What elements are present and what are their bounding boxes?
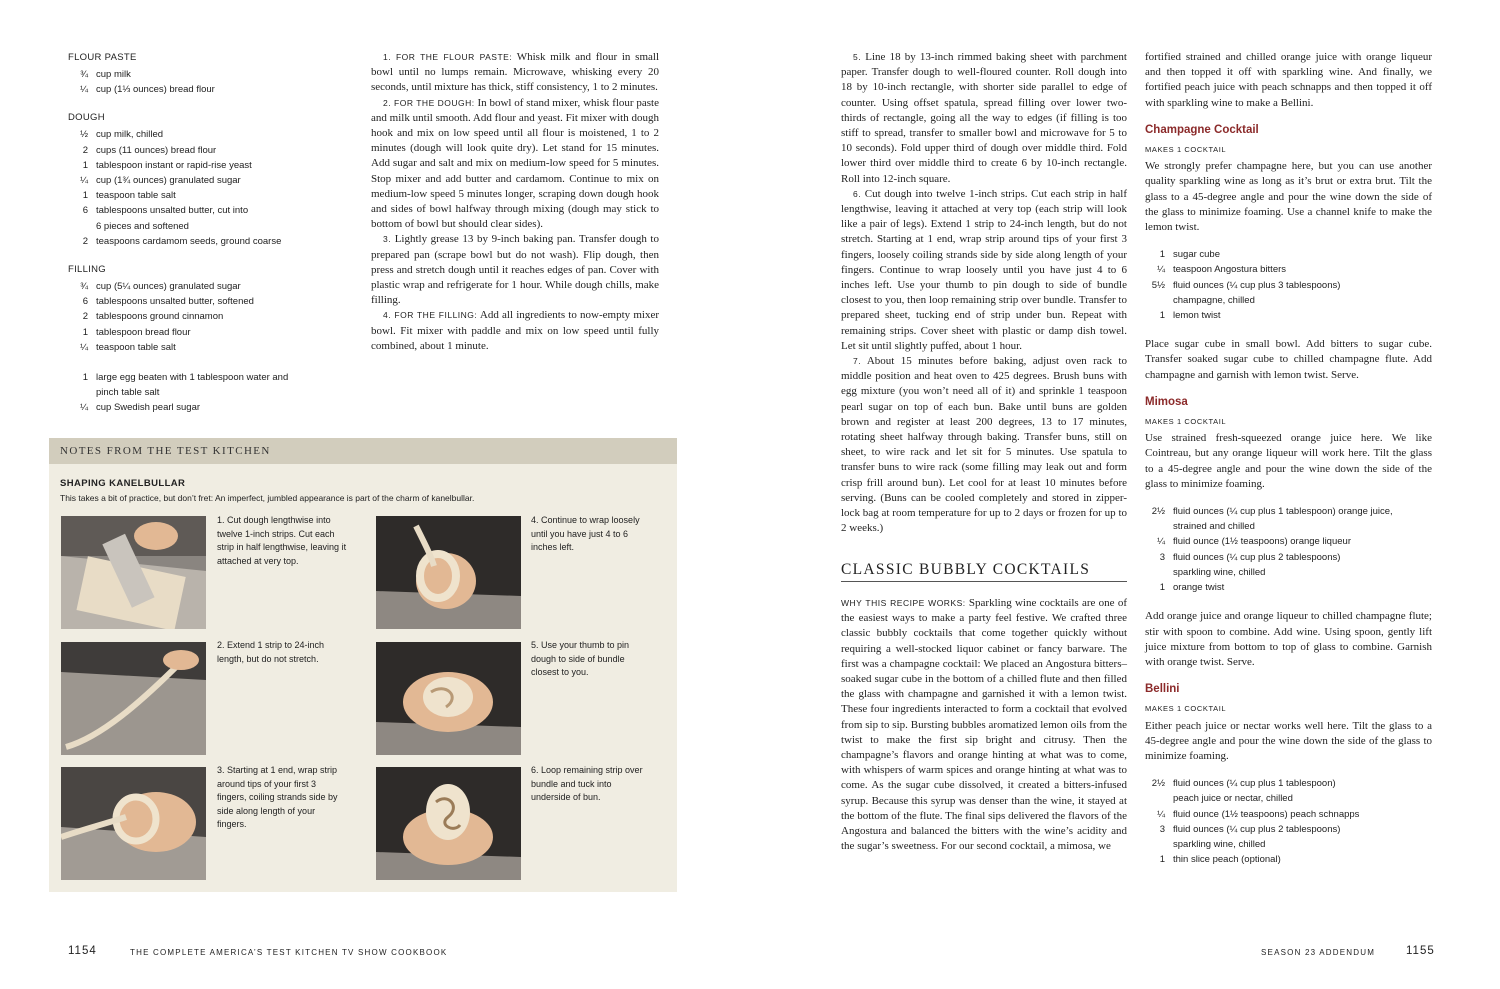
flour-paste-items xyxy=(68,67,348,97)
cocktail-title-champagne: Champagne Cocktail xyxy=(1145,123,1259,136)
list-item: 6 pieces and softened xyxy=(96,220,189,232)
notes-intro: This takes a bit of practice, but don’t fret: An imperfect, jumbled appearance is part of the charm of kanelbullar. xyxy=(60,493,475,503)
wrap-strip-illustration xyxy=(61,767,206,880)
list-item: 1 thin slice peach (optional) xyxy=(1159,854,1281,866)
list-item: ¼ teaspoon table salt xyxy=(80,341,176,353)
list-item: ¼ teaspoon Angostura bitters xyxy=(1157,264,1287,276)
caption-5: 5. Use your thumb to pin dough to side of bundle closest to you. xyxy=(531,640,630,677)
why-this-recipe-works xyxy=(841,596,1127,854)
list-item: 2 cups (11 ounces) bread flour xyxy=(82,144,217,156)
list-item: sparkling wine, chilled xyxy=(1173,566,1266,578)
list-item: 2 tablespoons ground cinnamon xyxy=(82,311,224,323)
list-item: 6 tablespoons unsalted butter, softened xyxy=(82,296,254,308)
list-item: 1 orange twist xyxy=(1159,582,1225,594)
step-photo-1 xyxy=(61,516,206,629)
notes-box xyxy=(49,438,677,892)
list-item: 1 tablespoon instant or rapid-rise yeast xyxy=(82,159,252,171)
step-2: 2. FOR THE DOUGH: In bowl of stand mixer, whisk flour paste and milk until smooth. Add flour and yeast. Fit mixer with dough hook and mix on low speed until all flour is moistened, 1 to 2 minutes (dough will look quite dry). Let stand for 15 minutes. Add sugar and salt and mix on medium-low speed for 5 minutes. Stop mixer and add butter and cardamom. Continue to mix on medium-low speed 5 minutes longer, scraping down dough hook and sides of bowl halfway through mixing (dough may stick to bottom of bowl but should clear sides). xyxy=(371,96,659,231)
cocktail-intro: We strongly prefer champagne here, but you can use another quality sparkling wine as long as it’s brut or extra brut. Tilt the glass to a 45-degree angle and pour the wine down the side of the glass to minimize foaming. Use a channel knife to make the lemon twist. xyxy=(1145,160,1432,234)
step-3: 3. Lightly grease 13 by 9-inch baking pan. Transfer dough to prepared pan (scrape bowl but do not wash). Flip dough, then press and stretch dough until it reaches edges of pan. Cover with plastic wrap and refrigerate for 1 hour. While dough chills, make filling. xyxy=(371,233,659,307)
flour-paste-heading: FLOUR PASTE xyxy=(68,52,137,63)
filling-items xyxy=(68,279,348,355)
list-item: 3 fluid ounces (¼ cup plus 2 tablespoons) xyxy=(1159,551,1341,563)
list-item: 1 large egg beaten with 1 tablespoon water and xyxy=(82,372,289,384)
cocktail-intro: Either peach juice or nectar works well here. Tilt the glass to a 45-degree angle and pour the wine down the side of the glass to minimize foaming. xyxy=(1145,719,1432,762)
makes-label: MAKES 1 COCKTAIL xyxy=(1145,417,1227,427)
cocktails-column xyxy=(1145,50,1432,867)
why-label: WHY THIS RECIPE WORKS: xyxy=(841,598,966,608)
list-item: ¾ cup milk xyxy=(80,69,131,80)
running-title-left: THE COMPLETE AMERICA’S TEST KITCHEN TV SHOW COOKBOOK xyxy=(130,948,448,957)
list-item: ½ cup milk, chilled xyxy=(80,129,164,141)
step-1: 1. FOR THE FLOUR PASTE: Whisk milk and flour in small bowl until no lumps remain. Microwave, whisking every 20 seconds, until mixture has thick, stiff consistency, 1 to 2 minutes. xyxy=(371,51,659,94)
cocktail-title-mimosa: Mimosa xyxy=(1145,395,1188,408)
cocktail-method: Add orange juice and orange liqueur to chilled champagne flute; stir with spoon to combine. Add wine. Using spoon, gently lift juice mixture from bottom to top of glass to combine. Garnish with orange twist. Serve. xyxy=(1145,610,1432,668)
method-steps-right xyxy=(841,50,1127,537)
step-photo-5 xyxy=(376,642,521,755)
why-continued: fortified strained and chilled orange juice with orange liqueur and then topped it off with sparkling wine. And finally, we fortified peach juice with peach schnapps and then topped it off with sparkling wine to make a Bellini. xyxy=(1145,51,1432,109)
ingredient-list xyxy=(68,52,348,416)
list-item: 2½ fluid ounces (¼ cup plus 1 tablespoon) orange juice, xyxy=(1151,506,1393,518)
list-item: ¼ cup (1⅓ ounces) bread flour xyxy=(80,84,215,96)
list-item: 1 teaspoon table salt xyxy=(82,190,176,202)
extend-strip-illustration xyxy=(61,642,206,755)
list-item: 2 teaspoons cardamom seeds, ground coarse xyxy=(82,235,282,247)
list-item: peach juice or nectar, chilled xyxy=(1173,793,1293,805)
running-title-right: SEASON 23 ADDENDUM xyxy=(1261,948,1376,957)
list-item: 6 tablespoons unsalted butter, cut into xyxy=(82,205,249,217)
dough-heading: DOUGH xyxy=(68,112,105,124)
notes-bar-title: NOTES FROM THE TEST KITCHEN xyxy=(49,438,677,464)
egg-wash-items xyxy=(68,370,348,416)
makes-label: MAKES 1 COCKTAIL xyxy=(1145,704,1227,714)
list-item: ¼ cup (1¾ ounces) granulated sugar xyxy=(80,175,241,187)
page-number-left: 1154 xyxy=(68,945,97,957)
step-6: 6. Cut dough into twelve 1-inch strips. Cut each strip in half lengthwise, leaving it attached at very top (each strip will look like a pair of legs). Extend 1 strip to 24-inch length, but do not stretch. Starting at 1 end, wrap strip around tips of your first 3 fingers, loosely coiling strands side by side along length of your fingers. Continue to wrap loosely until you have just 4 to 6 inches left. Use your thumb to pin dough to side of bundle closest to you, then loop remaining strip over bundle. Transfer to prepared sheet, tucking end of strip under bun. Repeat with remaining strips. Cover sheet with plastic or damp dish towel. Let sit until slightly puffed, about 1 hour. xyxy=(841,187,1127,352)
step-photo-6 xyxy=(376,767,521,880)
caption-2: 2. Extend 1 strip to 24-inch length, but do not stretch. xyxy=(217,640,325,664)
list-item: sparkling wine, chilled xyxy=(1173,838,1266,850)
caption-6: 6. Loop remaining strip over bundle and tuck into underside of bun. xyxy=(531,765,643,802)
caption-1: 1. Cut dough lengthwise into twelve 1-inch strips. Cut each strip in half lengthwise, leaving it attached at very top. xyxy=(217,515,347,566)
bellini-ingredients xyxy=(1145,776,1432,867)
list-item: 1 lemon twist xyxy=(1159,310,1221,322)
caption-3: 3. Starting at 1 end, wrap strip around tips of your first 3 fingers, coiling strands side by side along length of your fingers. xyxy=(217,765,338,829)
method-steps-left xyxy=(371,50,659,354)
caption-4: 4. Continue to wrap loosely until you have just 4 to 6 inches left. xyxy=(531,515,640,552)
step-7: 7. About 15 minutes before baking, adjust oven rack to middle position and heat oven to 425 degrees. Brush buns with egg mixture (you won’t need all of it) and sprinkle 1 teaspoon pearl sugar on top of each bun. Bake until buns are golden brown and register at least 200 degrees, 13 to 17 minutes, rotating sheet halfway through baking. Transfer buns, still on sheet, to wire rack and let sit for 5 minutes. Use spatula to transfer buns to wire rack (some filling may leak out and form crisp frill around bun). Let cool for at least 10 minutes before serving. (Buns can be cooled completely and stored in zipper-lock bag at room temperature for up to 2 days or frozen for up to 2 weeks.) xyxy=(841,355,1127,535)
list-item: 1 sugar cube xyxy=(1159,249,1221,261)
continue-wrap-illustration xyxy=(376,516,521,629)
list-item: ¼ cup Swedish pearl sugar xyxy=(80,402,201,414)
step-photo-2 xyxy=(61,642,206,755)
cocktail-method: Place sugar cube in small bowl. Add bitters to sugar cube. Transfer soaked sugar cube to chilled champagne flute. Add champagne and garnish with lemon twist. Serve. xyxy=(1145,338,1432,381)
makes-label: MAKES 1 COCKTAIL xyxy=(1145,145,1227,155)
list-item: 3 fluid ounces (¼ cup plus 2 tablespoons) xyxy=(1159,823,1341,835)
list-item: pinch table salt xyxy=(96,387,160,399)
step-photo-4 xyxy=(376,516,521,629)
dough-items xyxy=(68,127,348,249)
page-number-right: 1155 xyxy=(1406,945,1435,957)
list-item: 1 tablespoon bread flour xyxy=(82,326,191,338)
notes-title: SHAPING KANELBULLAR xyxy=(60,478,186,489)
cutting-dough-illustration xyxy=(61,516,206,629)
cocktail-title-bellini: Bellini xyxy=(1145,683,1180,696)
section-heading xyxy=(841,561,1127,582)
pin-dough-illustration xyxy=(376,642,521,755)
loop-strip-illustration xyxy=(376,767,521,880)
mimosa-ingredients xyxy=(1145,504,1432,595)
list-item: ¼ fluid ounce (1½ teaspoons) orange liqueur xyxy=(1157,536,1351,548)
list-item: 5½ fluid ounces (¼ cup plus 3 tablespoons) xyxy=(1151,279,1341,291)
list-item: strained and chilled xyxy=(1173,521,1255,533)
step-5: 5. Line 18 by 13-inch rimmed baking sheet with parchment paper. Transfer dough to well-floured counter. Roll dough into 18 by 10-inch rectangle, with shorter side parallel to edge of counter. Using offset spatula, spread filling over lower two-thirds of rectangle, going all the way to edges (if filling is too stiff to spread, transfer to smaller bowl and microwave for 5 to 10 seconds). Fold upper third of dough over middle third. Fold lower third over middle third to create 6 by 10-inch rectangle. Roll into 12-inch square. xyxy=(841,51,1127,185)
step-4: 4. FOR THE FILLING: Add all ingredients to now-empty mixer bowl. Fit mixer with paddle and mix on low speed until fully combined, about 1 minute. xyxy=(371,309,659,352)
list-item: 2½ fluid ounces (¼ cup plus 1 tablespoon) xyxy=(1151,778,1336,790)
champagne-ingredients xyxy=(1145,247,1432,323)
why-text: Sparkling wine cocktails are one of the easiest ways to make a party feel festive. We crafted three classic bubbly cocktails that come together quickly without requiring a well-stocked liquor cabinet or fancy barware. The first was a champagne cocktail: We placed an Angostura bitters–soaked sugar cube in the bottom of a chilled flute and then filled the glass with champagne and garnished it with a lemon twist. These four ingredients interacted to form a cocktail that evolved from sip to sip. Bursting bubbles aromatized lemon oils from the twist to make the first sip bright and citrusy. Then the champagne’s flavors and orange hinting at what was to come, with whispers of warm spices and orange hinting at what was to come. As the sugar cube dissolved, it created a bitters-infused syrup. Because this syrup was denser than the wine, it stayed at the bottom of the flute. The final sips delivered the flavors of the Angostura and balanced the bitters with the wine’s acidity and the sugar’s sweetness. For our second cocktail, a mimosa, we xyxy=(841,597,1127,853)
filling-heading: FILLING xyxy=(68,264,106,276)
cocktail-intro: Use strained fresh-squeezed orange juice here. We like Cointreau, but any orange liqueur will work here. Tilt the glass to a 45-degree angle and pour the wine down the side of the glass to minimize foaming. xyxy=(1145,432,1432,490)
list-item: champagne, chilled xyxy=(1173,294,1255,306)
step-photo-3 xyxy=(61,767,206,880)
list-item: ¼ fluid ounce (1½ teaspoons) peach schnapps xyxy=(1157,808,1360,820)
list-item: ¾ cup (5¼ ounces) granulated sugar xyxy=(80,281,241,293)
section-title: CLASSIC BUBBLY COCKTAILS xyxy=(841,561,1091,578)
